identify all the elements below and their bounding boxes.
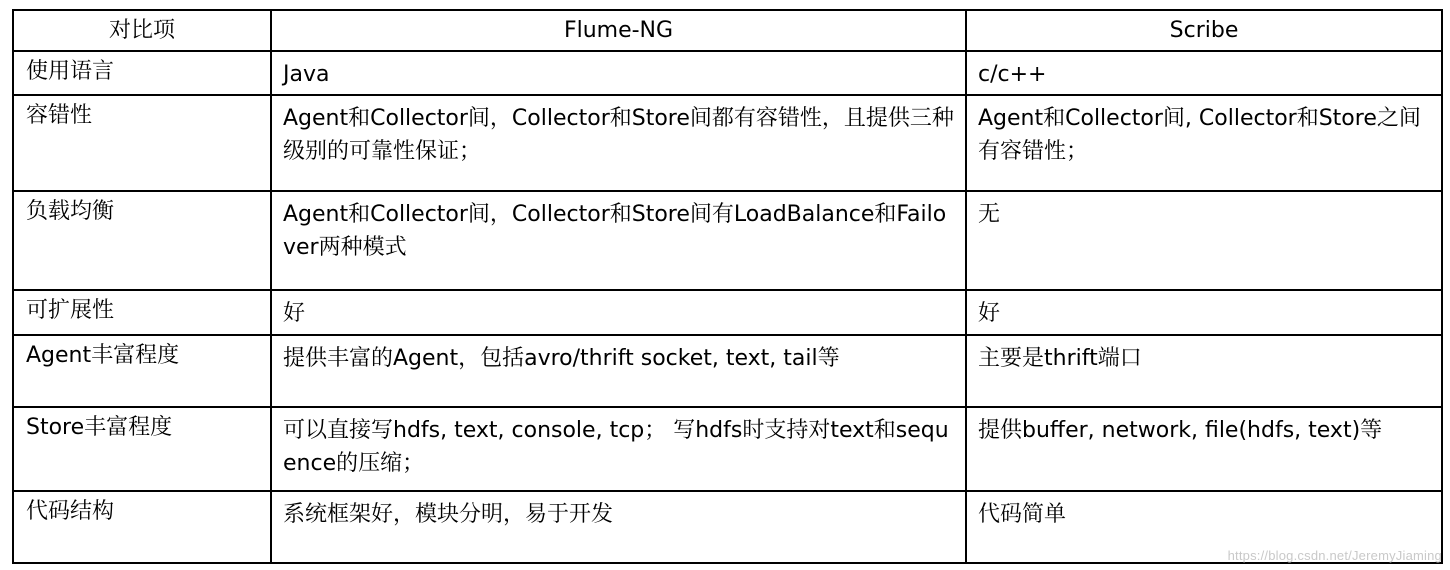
scribe-cell: Agent和Collector间, Collector和Store之间有容错性； bbox=[966, 95, 1442, 191]
flume-cell: 可以直接写hdfs, text, console, tcp； 写hdfs时支持对text和sequence的压缩； bbox=[271, 407, 966, 491]
row-label: Store丰富程度 bbox=[13, 407, 271, 491]
row-label: 可扩展性 bbox=[13, 290, 271, 335]
row-label: 使用语言 bbox=[13, 51, 271, 95]
table-row bbox=[13, 290, 1442, 335]
flume-cell: 好 bbox=[271, 290, 966, 335]
row-label: Agent丰富程度 bbox=[13, 335, 271, 407]
watermark-text: https://blog.csdn.net/JeremyJiaming bbox=[1227, 548, 1442, 563]
table-row bbox=[13, 407, 1442, 491]
table-row bbox=[13, 51, 1442, 95]
table-row bbox=[13, 191, 1442, 290]
scribe-cell: 主要是thrift端口 bbox=[966, 335, 1442, 407]
table-row bbox=[13, 95, 1442, 191]
header-scribe: Scribe bbox=[966, 10, 1442, 51]
flume-cell: 提供丰富的Agent，包括avro/thrift socket, text, tail等 bbox=[271, 335, 966, 407]
row-label: 代码结构 bbox=[13, 491, 271, 563]
header-compare-item: 对比项 bbox=[13, 10, 271, 51]
scribe-cell: 好 bbox=[966, 290, 1442, 335]
flume-cell: 系统框架好，模块分明，易于开发 bbox=[271, 491, 966, 563]
flume-cell: Agent和Collector间，Collector和Store间有LoadBalance和Failover两种模式 bbox=[271, 191, 966, 290]
row-label: 负载均衡 bbox=[13, 191, 271, 290]
scribe-cell: 代码简单 bbox=[966, 491, 1442, 563]
table-row bbox=[13, 335, 1442, 407]
scribe-cell: 提供buffer, network, file(hdfs, text)等 bbox=[966, 407, 1442, 491]
scribe-cell: c/c++ bbox=[966, 51, 1442, 95]
header-flume-ng: Flume-NG bbox=[271, 10, 966, 51]
flume-cell: Java bbox=[271, 51, 966, 95]
comparison-table bbox=[12, 9, 1443, 564]
flume-cell: Agent和Collector间，Collector和Store间都有容错性，且提供三种级别的可靠性保证； bbox=[271, 95, 966, 191]
scribe-cell: 无 bbox=[966, 191, 1442, 290]
header-row bbox=[13, 10, 1442, 51]
row-label: 容错性 bbox=[13, 95, 271, 191]
